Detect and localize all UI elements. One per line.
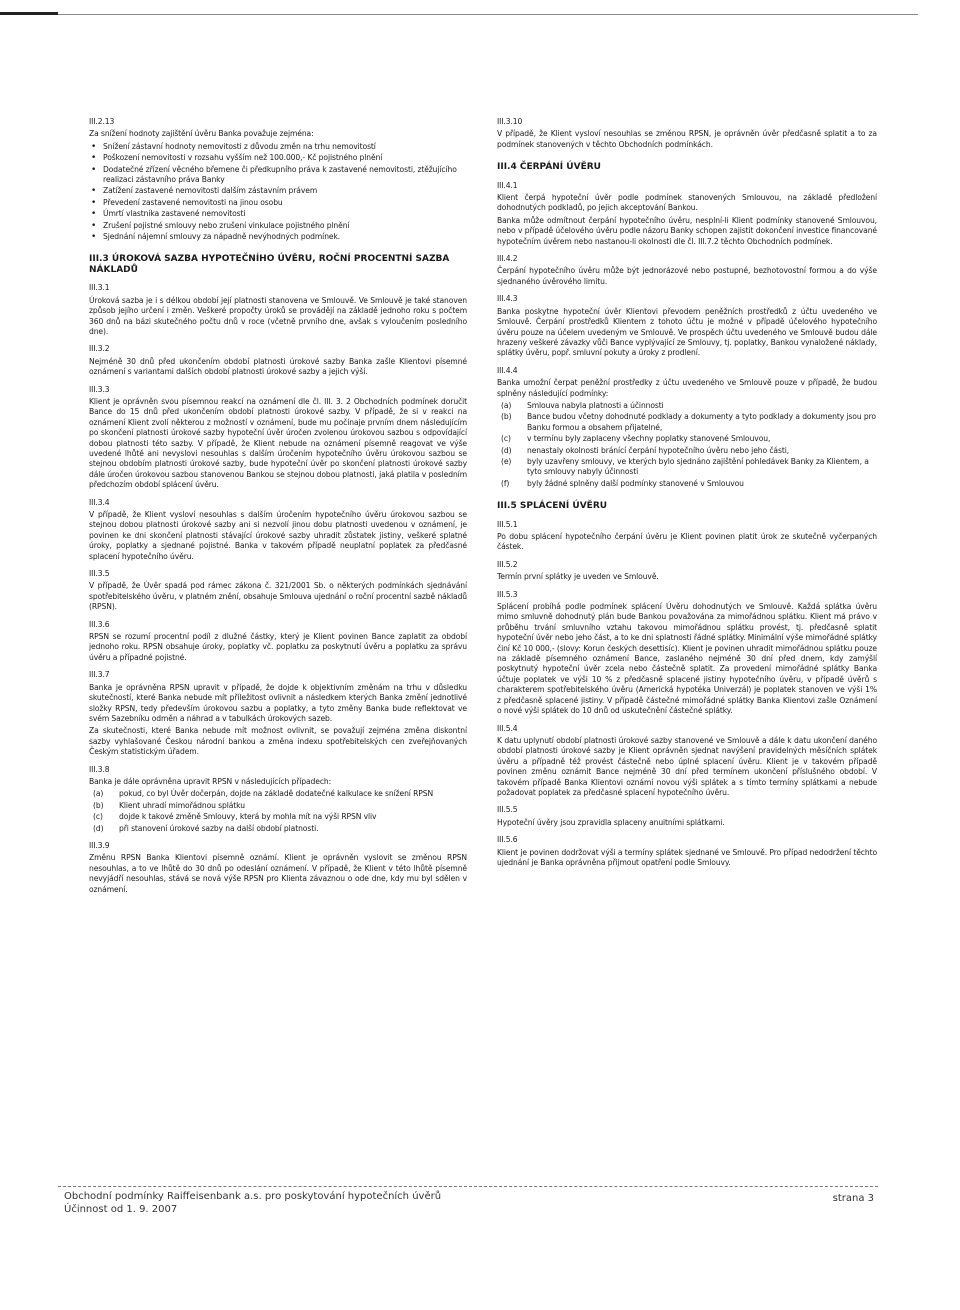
paragraph: Banka může odmítnout čerpání hypotečního úvěru, nesplní-li Klient podmínky stanovené Smlouvou, nebo v případě účelového úvěru podle názoru Banky schopen zajistit dokončení investice financované hypotečním úvěrem nebo nastanou-li okolnosti dle čl. III.7.2 těchto Obchodních podmínek. [497, 215, 877, 246]
section-number: III.3.10 [497, 117, 523, 126]
list-item [497, 412, 877, 433]
paragraph: V případě, že Klient vysloví nesouhlas se změnou RPSN, je oprávněn úvěr předčasně splatit a to za podmínek stanovených v těchto Obchodních podmínkách. [497, 129, 877, 149]
item-letter: (e) [501, 456, 512, 466]
section-number: III.5.1 [497, 519, 518, 529]
section-number: III.5.5 [497, 805, 518, 815]
item-text: při stanovení úrokové sazby na další období platnosti. [119, 823, 319, 833]
section-number: III.5.6 [497, 835, 518, 845]
list-item [89, 812, 467, 822]
item-text: byly uzavřeny smlouvy, ve kterých bylo sjednáno zajištění pohledávek Banky za Klientem, a tyto smlouvy nabyly účinnosti [527, 456, 869, 477]
paragraph: Klient je povinen dodržovat výši a termíny splátek sjednané ve Smlouvě. Pro případ nedodržení těchto ujednání je Banka oprávněna přijmout opatření podle Smlouvy. [497, 847, 877, 867]
item-letter: (f) [501, 478, 510, 488]
section-number: III.3.1 [89, 283, 110, 293]
paragraph: Banka je oprávněna RPSN upravit v případě, že dojde k objektivním změnám na trhu v důsledku skutečností, které Banka nebude mít příležitost ovlivnit a následkem kterých Banka změní jednotlivé složky RPSN, tedy především úrokovou sazbu a poplatky, a tyto změny Banka bude reflektovat ve svém Sazebníku odměn a náhrad a v tabulkách úrokových sazeb. [89, 682, 467, 723]
item-text: dojde k takové změně Smlouvy, která by mohla mít na výši RPSN vliv [119, 812, 377, 822]
section-number: III.3.8 [89, 764, 110, 774]
footer-document-title: Obchodní podmínky Raiffeisenbank a.s. pro poskytování hypotečních úvěrů [64, 1191, 442, 1202]
section-number: III.4.2 [497, 254, 518, 264]
list-item [89, 789, 467, 799]
section-heading: III.5 SPLÁCENÍ ÚVĚRU [497, 501, 608, 512]
paragraph: Banka poskytne hypoteční úvěr Klientovi převodem peněžních prostředků z účtu uvedeného ve Smlouvě. Čerpání prostředků Klientem z tohoto účtu je možné v případě účelového hypotečního úvěru pouze na účelem uvedeným ve Smlouvě. Ve prospěch účtu uvedeného ve Smlouvě budou dále hrazeny veškeré závazky vůči Bance vyplývající ze Smlouvy, tj. poplatky, Bankou vynaložené náklady, splátky úvěru, popř. smluvní pokuty a úroky z prodlení. [497, 306, 877, 358]
paragraph: Klient je oprávněn svou písemnou reakcí na oznámení dle čl. III. 3. 2 Obchodních podmínek doručit Bance do 15 dnů před ukončením období platnosti úrokové sazby. V případě, že si v reakci na oznámení Klient zvolí některou z možností v oznámení, bude mu počínaje prvním dnem následujícím po skončení platnosti úrokové sazby hypoteční úvěr úročen zvolenou úrokovou sazbou s odpovídající dobou platnosti této sazby. V případě, že Klient nebude na oznámení písemně reagovat ve výše uvedené lhůtě ani nevyslovi nesouhlas s dalším úročením hypotečního úvěru úrokovou sazbou se stejnou obdobím platnosti úrokové sazby, bude hypoteční úvěr po skončení platnosti úrokové sazby dále úročen úrokovou sazbou stanovenou Bankou se stejnou dobou platnosti, jaká platila v posledním předchozím období splácení úvěru. [89, 396, 467, 490]
list-item [497, 479, 877, 489]
bullet-item: • Převedení zastavené nemovitosti na jinou osobu [89, 198, 467, 208]
paragraph: K datu uplynutí období platnosti úrokové sazby stanovené ve Smlouvě a dále k datu ukončení daného období platnosti úrokové sazby je Klient oprávněn sjednat navýšení pravidelných měsíčních splátek úvěru a případně též provést částečně nebo úplné splacení úvěru. Klient je v takovém případě povinen změnu oznámit Bance nejméně 30 dní před termínem ukončení příslušného období. V takovém případě Banka Klientovi oznámí novou výši splátek a s tímto termíny splátkami a nebude požadovat poplatek za předčasné splacení hypotečního úvěru. [497, 735, 877, 797]
left-column [89, 117, 467, 897]
section-number: III.4.4 [497, 365, 518, 375]
bullet-item: • Úmrtí vlastníka zastavené nemovitosti [89, 209, 467, 219]
scan-edge-top-left [0, 12, 58, 15]
lettered-list [497, 401, 877, 489]
paragraph: Za snížení hodnoty zajištění úvěru Banka považuje zejména: [89, 129, 314, 139]
list-item [497, 401, 877, 411]
list-item [497, 457, 877, 478]
item-text: byly žádné splněny další podmínky stanovené v Smlouvou [527, 478, 744, 488]
item-letter: (c) [501, 434, 511, 444]
item-text: pokud, co byl Úvěr dočerpán, dojde na základě dodatečné kalkulace ke snížení RPSN [119, 789, 434, 799]
bullet-item: • Zatížení zastavené nemovitosti dalším zástavním právem [89, 186, 467, 196]
section-number: III.3.9 [89, 840, 110, 850]
item-letter: (c) [93, 812, 103, 822]
paragraph: Termín první splátky je uveden ve Smlouvě. [497, 572, 659, 582]
section-number: III.5.3 [497, 589, 518, 599]
paragraph: Banka umožní čerpat peněžní prostředky z účtu uvedeného ve Smlouvě pouze v případě, že budou splněny následující podmínky: [497, 378, 877, 398]
paragraph: Změnu RPSN Banka Klientovi písemně oznámí. Klient je oprávněn vyslovit se změnou RPSN nesouhlas, a to ve lhůtě do 30 dnů po odeslání oznámení. V případě, že Klient v této lhůtě písemně nevyjádří nesouhlas, stává se nová výše RPSN pro Klienta závaznou o ode dne, kdy mu byl sdělen v oznámení. [89, 853, 467, 894]
item-text: Smlouva nabyla platnosti a účinnosti [527, 400, 664, 410]
right-column [497, 117, 877, 870]
item-letter: (a) [501, 400, 512, 410]
page-footer [58, 1186, 878, 1219]
list-item [89, 824, 467, 834]
paragraph: Klient čerpá hypoteční úvěr podle podmínek stanovených Smlouvou, na základě předložení dohodnutých podkladů, po jejich akceptování Bankou. [497, 193, 877, 213]
section-heading: III.4 ČERPÁNÍ ÚVĚRU [497, 162, 601, 173]
item-text: nenastaly okolnosti bránící čerpání hypotečního úvěru nebo jeho části, [527, 445, 790, 455]
section-number: III.5.2 [497, 559, 518, 569]
section-heading: III.3 ÚROKOVÁ SAZBA HYPOTEČNÍHO ÚVĚRU, ROČNÍ PROCENTNÍ SAZBA NÁKLADŮ [89, 254, 450, 275]
list-item [89, 801, 467, 811]
item-text: v termínu byly zaplaceny všechny poplatky stanovené Smlouvou, [527, 434, 771, 444]
bullet-list [89, 142, 467, 243]
footer-left [64, 1190, 441, 1216]
list-item [497, 446, 877, 456]
bullet-item: • Dodatečné zřízení věcného břemene či předkupního práva k zastavené nemovitosti, ztěžujícího realizaci zástavního práva Banky [89, 165, 467, 186]
section-number: III.3.2 [89, 344, 110, 354]
section-number: III.3.7 [89, 670, 110, 680]
item-letter: (a) [93, 789, 104, 799]
paragraph: Po dobu splácení hypotečního čerpání úvěru je Klient povinen platit úrok ze skutečně vyčerpaných částek. [497, 532, 877, 552]
item-text: Klient uhradí mimořádnou splátku [119, 800, 245, 810]
bullet-item: • Zrušení pojistné smlouvy nebo zrušení vinkulace pojistného plnění [89, 221, 467, 231]
section-number: III.3.3 [89, 384, 110, 394]
paragraph: Čerpání hypotečního úvěru může být jednorázové nebo postupné, bezhotovostní formou a do výše sjednaného úvěrového limitu. [497, 266, 877, 286]
item-letter: (b) [93, 800, 104, 810]
footer-effective-date: Účinnost od 1. 9. 2007 [64, 1204, 178, 1215]
paragraph: Úroková sazba je i s délkou období její platnosti stanovena ve Smlouvě. Ve Smlouvě je také stanoven způsob jejího určení i změn. Veškeré propočty úroků se provádějí na základě jednoho roku s počtem 360 dnů na bázi skutečného počtu dnů v roce (včetně prvního dne, avšak s vyloučením posledního dne). [89, 295, 467, 336]
bullet-item: • Poškození nemovitosti v rozsahu vyšším než 100.000,- Kč pojistného plnění [89, 153, 467, 163]
scan-edge-top-line [58, 14, 918, 15]
paragraph: Banka je dále oprávněna upravit RPSN v následujících případech: [89, 776, 332, 786]
item-text: Bance budou včetny dohodnuté podklady a dokumenty a tyto podklady a dokumenty jsou pro Banku formou a obsahem přijatelné, [527, 412, 876, 432]
item-letter: (b) [501, 412, 512, 422]
paragraph: Za skutečnosti, které Banka nebude mít možnost ovlivnit, se považují zejména změna diskontní sazby vyhlašované Českou národní bankou a změna indexu spotřebitelských cen zveřejňovaných Českým statistickým úřadem. [89, 726, 467, 757]
paragraph: V případě, že Úvěr spadá pod rámec zákona č. 321/2001 Sb. o některých podmínkách sjednávání spotřebitelského úvěru, v platném znění, obsahuje Smlouva ujednání o roční procentní sazbě nákladů (RPSN). [89, 581, 467, 612]
page-number: strana 3 [832, 1193, 874, 1204]
section-number: III.4.1 [497, 180, 518, 190]
section-number: III.3.6 [89, 619, 110, 629]
paragraph: Hypoteční úvěry jsou zpravidla splaceny anuitními splátkami. [497, 817, 725, 827]
paragraph: V případě, že Klient vysloví nesouhlas s dalším úročením hypotečního úvěru úrokovou sazbou se stejnou dobou platnosti úrokové sazby ani si nezvolí jinou dobu platnosti uvedenou v oznámení, je povinen ke dni skončení platnosti stávající úrokové sazby uhradit zůstatek jistiny, veškeré splatné úroky, poplatky a sjednané pojistné. Banka v takovém případě neuplatní poplatek za předčasné splacení hypotečního úvěru. [89, 510, 467, 561]
paragraph: Splácení probíhá podle podmínek splácení Úvěru dohodnutých ve Smlouvě. Každá splátka úvěru mimo smluvně dohodnutý plán bude Bankou považována za mimořádnou splátku. Klient má právo v průběhu trvání smluvního vztahu takovou mimořádnou splátku provést, tj. předčasně splatit hypoteční úvěr nebo jeho část, a to ke dni splatnosti řádné splátky. Minimální výše mimořádné splátky činí Kč 10 000,- (slovy: Korun českých desettisíc). Klient je povinen uhradit mimořádnou splátku pouze na základě písemného oznámení Bance, zaslaného nejméně 30 dní před dnem, kdy zamýšlí poskytnutý hypoteční úvěr zcela nebo částečně splatit. Za provedení mimořádné splátky Banka účtuje poplatek ve výši 10 % z předčasně splacené jistiny hypotečního úvěru, v případě úvěrů s charakterem spotřebitelského úvěru (Americká hypotéka Univerzál) je poplatek stanoven ve výši 1% z předčasně splacené jistiny. V případě částečné mimořádné splátky Banka Klientovi zašle Oznámení o nové výši splátek do 10 dnů od uskutečnění částečné splátky. [497, 602, 877, 716]
paragraph: RPSN se rozumí procentní podíl z dlužné částky, který je Klient povinen Bance zaplatit za období jednoho roku. RPSN obsahuje úroky, poplatky vč. poplatku za poskytnutí úvěru a poplatku za správu úvěru a případné pojistné. [89, 632, 467, 662]
section-number: III.2.13 [89, 117, 115, 126]
lettered-list [89, 789, 467, 834]
section-number: III.3.5 [89, 569, 110, 579]
section-number: III.3.4 [89, 497, 110, 507]
section-number: III.5.4 [497, 723, 518, 733]
item-letter: (d) [501, 445, 512, 455]
bullet-item: • Sjednání nájemní smlouvy za nápadně nevýhodných podmínek. [89, 232, 467, 242]
item-letter: (d) [93, 823, 104, 833]
paragraph: Nejméně 30 dnů před ukončením období platnosti úrokové sazby Banka zašle Klientovi písemné oznámení s variantami dalších období platnosti úrokové sazby a jejich výší. [89, 356, 467, 377]
list-item [497, 434, 877, 444]
section-number: III.4.3 [497, 294, 518, 304]
bullet-item: • Snížení zástavní hodnoty nemovitosti z důvodu změn na trhu nemovitostí [89, 142, 467, 152]
